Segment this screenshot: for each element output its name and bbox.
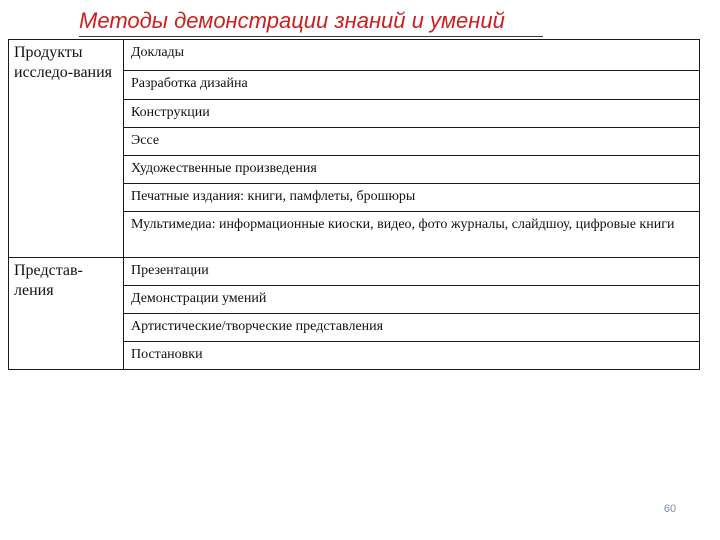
- list-item: Артистические/творческие представления: [124, 314, 700, 342]
- list-item: Художественные произведения: [124, 156, 700, 184]
- page-number: 60: [663, 503, 677, 515]
- list-item: Мультимедиа: информационные киоски, видео, фото журналы, слайдшоу, цифровые книги: [124, 212, 700, 258]
- group-label-research-products: [9, 40, 124, 258]
- list-item: Эссе: [124, 128, 700, 156]
- group-label-text: Продукты исследо-вания: [14, 44, 113, 81]
- slide-title: Методы демонстрации знаний и умений: [79, 8, 505, 33]
- table-row: [9, 258, 700, 286]
- table-row: [9, 40, 700, 71]
- group-label-text: Представ-ления: [14, 262, 83, 299]
- list-item: Разработка дизайна: [124, 71, 700, 100]
- list-item: Конструкции: [124, 100, 700, 128]
- list-item: Демонстрации умений: [124, 286, 700, 314]
- title-underline: [79, 36, 543, 37]
- list-item: Постановки: [124, 342, 700, 370]
- list-item: Презентации: [124, 258, 700, 286]
- methods-table: [8, 39, 700, 370]
- group-label-presentations: [9, 258, 124, 370]
- list-item: Доклады: [124, 40, 700, 71]
- list-item: Печатные издания: книги, памфлеты, брошюры: [124, 184, 700, 212]
